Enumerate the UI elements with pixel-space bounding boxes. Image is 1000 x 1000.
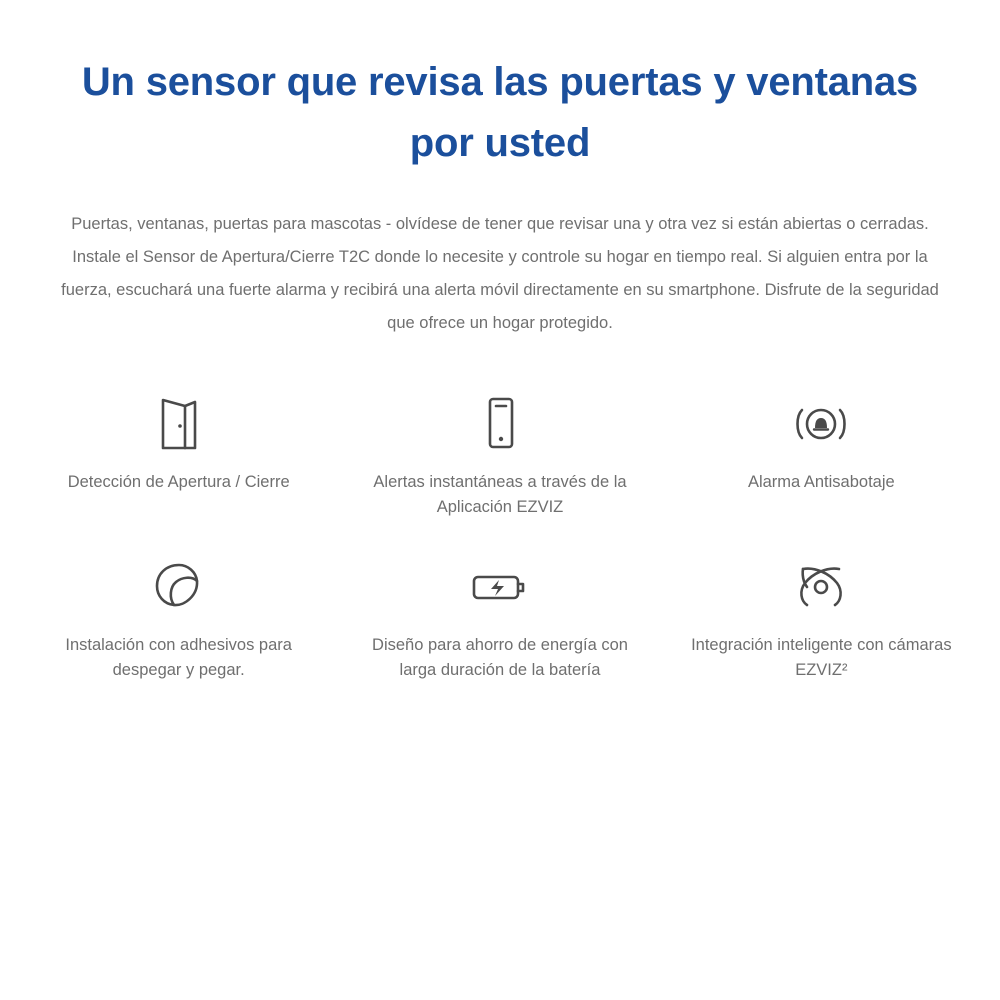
feature-label: Detección de Apertura / Cierre <box>67 472 290 491</box>
feature-item-smart-integration <box>661 543 982 690</box>
feature-item-instant-alerts <box>339 380 660 527</box>
feature-label: Instalación con adhesivos para despegar y pegar. <box>65 635 292 680</box>
feature-item-tamper-alarm <box>661 380 982 527</box>
feature-label: Diseño para ahorro de energía con larga duración de la batería <box>372 635 628 680</box>
feature-grid <box>0 340 1000 690</box>
battery-charge-icon <box>469 555 531 619</box>
feature-item-adhesive-install <box>18 543 339 690</box>
feature-label: Alarma Antisabotaje <box>747 472 895 491</box>
smartphone-alert-icon <box>478 392 522 456</box>
feature-item-open-close-detection <box>18 380 339 527</box>
page-title: Un sensor que revisa las puertas y ventanas por usted <box>81 60 919 165</box>
alarm-bell-icon <box>790 392 852 456</box>
intro-paragraph: Puertas, ventanas, puertas para mascotas - olvídese de tener que revisar una y otra vez si están abiertas o cerradas. Instale el Sensor de Apertura/Cierre T2C donde lo necesite y controle su hogar en tiempo real. Si alguien entra por la fuerza, escuchará una fuerte alarma y recibirá una alerta móvil directamente en su smartphone. Disfrute de la seguridad que ofrece un hogar protegido. <box>61 214 939 332</box>
open-door-icon <box>151 392 207 456</box>
feature-item-battery-life <box>339 543 660 690</box>
adhesive-sticker-icon <box>152 555 206 619</box>
smart-integration-icon <box>795 555 847 619</box>
feature-label: Alertas instantáneas a través de la Aplicación EZVIZ <box>373 472 627 517</box>
feature-label: Integración inteligente con cámaras EZVIZ² <box>691 635 952 680</box>
